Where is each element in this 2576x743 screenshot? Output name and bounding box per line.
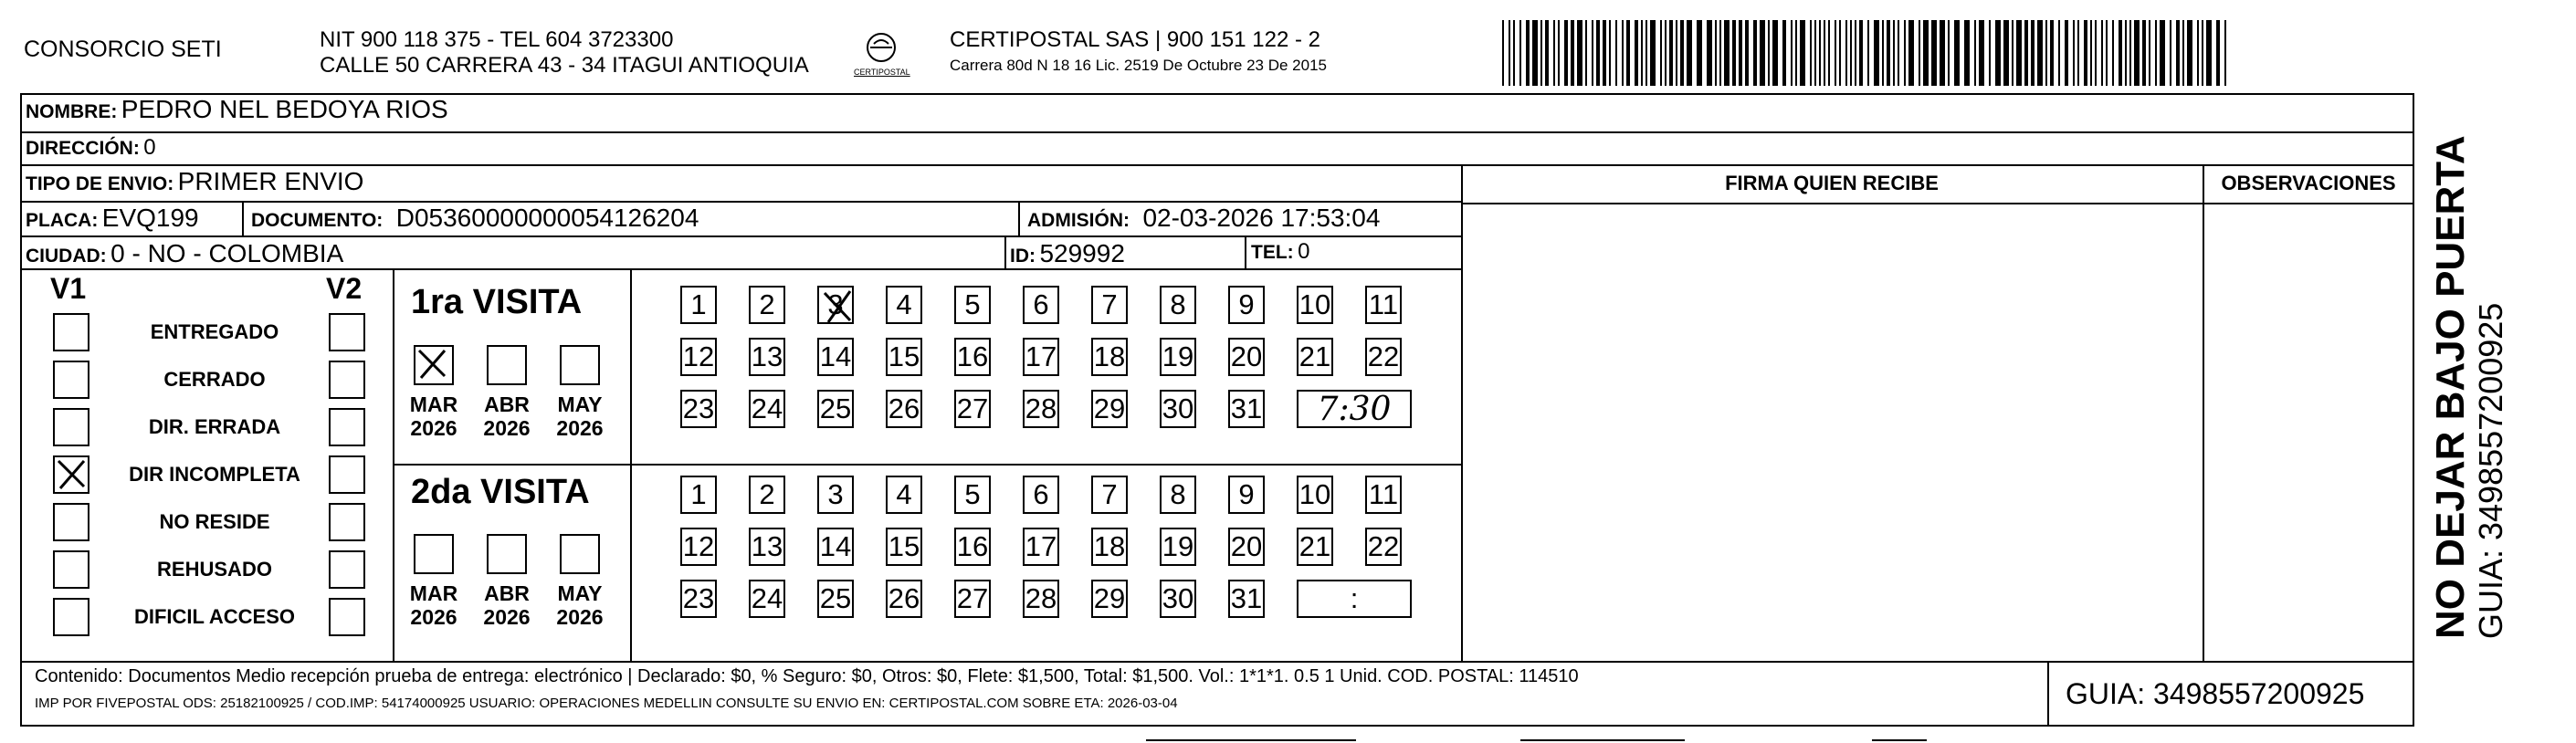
- barcode-bar: [2084, 20, 2087, 86]
- day-box[interactable]: 4: [886, 476, 922, 514]
- time-box[interactable]: 7:30: [1297, 390, 1412, 428]
- second-visit-title: 2da VISITA: [411, 473, 590, 511]
- day-box[interactable]: 23: [680, 580, 717, 618]
- first-visit-title: 1ra VISITA: [411, 283, 583, 321]
- barcode-bar: [1553, 20, 1555, 86]
- admision-value: 02-03-2026 17:53:04: [1142, 204, 1381, 232]
- tel-field: [1251, 239, 1309, 265]
- v1-checkbox[interactable]: [53, 503, 89, 541]
- barcode-bar: [1715, 20, 1717, 86]
- barcode-bar: [2160, 20, 2165, 86]
- barcode-bar: [1874, 20, 1879, 86]
- barcode-bar: [1603, 20, 1606, 86]
- barcode-bar: [1772, 20, 1778, 86]
- barcode-bar: [2050, 20, 2054, 86]
- side-guia: GUIA: 3498557200925: [2472, 302, 2509, 639]
- day-box[interactable]: 29: [1091, 390, 1128, 428]
- tel-value: 0: [1298, 239, 1310, 264]
- nombre-field: [26, 95, 448, 131]
- barcode-bar: [1732, 20, 1736, 86]
- day-box[interactable]: 19: [1160, 528, 1196, 566]
- barcode-bar: [1502, 20, 1504, 86]
- barcode-bar: [2037, 20, 2043, 86]
- day-box[interactable]: 29: [1091, 580, 1128, 618]
- day-box[interactable]: 15: [886, 528, 922, 566]
- tel-label: TEL:: [1251, 242, 1294, 263]
- day-box[interactable]: 10: [1297, 476, 1333, 514]
- tipo-field: [26, 167, 363, 196]
- barcode-bar: [1635, 20, 1638, 86]
- day-box[interactable]: 9: [1228, 476, 1265, 514]
- v1-checkbox[interactable]: [53, 361, 89, 399]
- day-box[interactable]: 2: [749, 476, 785, 514]
- time-box[interactable]: :: [1297, 580, 1412, 618]
- barcode-bar: [1850, 20, 1852, 86]
- barcode-bar: [2101, 20, 2103, 86]
- documento-label: DOCUMENTO:: [251, 210, 384, 231]
- barcode-bar: [1650, 20, 1656, 86]
- barcode-bar: [1571, 20, 1574, 86]
- barcode-bar: [2073, 20, 2075, 86]
- day-box[interactable]: 16: [954, 338, 991, 376]
- day-box[interactable]: 31: [1228, 580, 1265, 618]
- month-checkbox[interactable]: [414, 534, 454, 574]
- v2-header: V2: [326, 272, 363, 305]
- license-line: Carrera 80d N 18 16 Lic. 2519 De Octubre 23 De 2015: [950, 57, 1327, 74]
- barcode-bar: [1795, 20, 1797, 86]
- month-checkbox[interactable]: [414, 345, 454, 385]
- day-box[interactable]: 26: [886, 580, 922, 618]
- day-box[interactable]: 19: [1160, 338, 1196, 376]
- barcode-bar: [1835, 20, 1836, 86]
- month-checkbox[interactable]: [560, 345, 600, 385]
- status-label: ENTREGADO: [150, 320, 279, 343]
- barcode-bar: [1558, 20, 1560, 86]
- barcode-bar: [1724, 20, 1730, 86]
- barcode-bar: [2016, 20, 2022, 86]
- barcode-bar: [2095, 20, 2097, 86]
- barcode-bar: [2149, 20, 2150, 86]
- month-checkbox[interactable]: [560, 534, 600, 574]
- v2-checkbox[interactable]: [329, 598, 365, 636]
- barcode-bar: [2176, 20, 2180, 86]
- day-box[interactable]: 18: [1091, 528, 1128, 566]
- barcode-bar: [1814, 20, 1816, 86]
- barcode-bar: [2187, 20, 2192, 86]
- documento-field: [251, 204, 699, 233]
- day-box[interactable]: 20: [1228, 528, 1265, 566]
- day-box[interactable]: 17: [1023, 338, 1059, 376]
- v2-checkbox[interactable]: [329, 408, 365, 446]
- logo-text: CERTIPOSTAL: [854, 68, 910, 77]
- barcode-bar: [2170, 20, 2171, 86]
- barcode-bar: [1513, 20, 1515, 86]
- status-label: REHUSADO: [157, 558, 272, 581]
- address-line: CALLE 50 CARRERA 43 - 34 ITAGUI ANTIOQUIA: [320, 53, 809, 78]
- barcode-bar: [2077, 20, 2079, 86]
- day-box[interactable]: 4: [886, 286, 922, 324]
- day-box[interactable]: 13: [749, 528, 785, 566]
- day-box[interactable]: 20: [1228, 338, 1265, 376]
- nit-line: NIT 900 118 375 - TEL 604 3723300: [320, 27, 674, 52]
- barcode-bar: [1989, 20, 1991, 86]
- day-box[interactable]: 14: [817, 528, 854, 566]
- day-box[interactable]: 22: [1365, 338, 1402, 376]
- placa-label: PLACA:: [26, 210, 99, 231]
- barcode-bar: [1687, 20, 1692, 86]
- side-warning: NO DEJAR BAJO PUERTA: [2428, 135, 2473, 639]
- v1-checkbox[interactable]: [53, 408, 89, 446]
- day-box[interactable]: 8: [1160, 476, 1196, 514]
- barcode-bar: [1739, 20, 1742, 86]
- barcode-bar: [2182, 20, 2184, 86]
- barcode-bar: [1645, 20, 1647, 86]
- day-box[interactable]: 5: [954, 476, 991, 514]
- day-box[interactable]: 31: [1228, 390, 1265, 428]
- barcode-bar: [1768, 20, 1770, 86]
- barcode-bar: [1819, 20, 1821, 86]
- day-box[interactable]: 18: [1091, 338, 1128, 376]
- barcode-bar: [1760, 20, 1765, 86]
- barcode-bar: [1532, 20, 1538, 86]
- day-box[interactable]: 25: [817, 390, 854, 428]
- month-checkbox[interactable]: [487, 345, 527, 385]
- barcode-bar: [1615, 20, 1617, 86]
- v1-header: V1: [50, 272, 87, 305]
- month-label: ABR 2026: [483, 581, 531, 629]
- barcode-bar: [1577, 20, 1582, 86]
- month-label: MAR 2026: [409, 581, 458, 629]
- barcode-bar: [1898, 20, 1899, 86]
- barcode-bar: [2142, 20, 2146, 86]
- firma-header: FIRMA QUIEN RECIBE: [1725, 172, 1939, 194]
- barcode-bar: [1954, 20, 1960, 86]
- v2-checkbox[interactable]: [329, 503, 365, 541]
- day-box[interactable]: 23: [680, 390, 717, 428]
- barcode: [1502, 20, 2233, 86]
- barcode-bar: [1540, 20, 1542, 86]
- day-box[interactable]: 3: [817, 286, 854, 324]
- barcode-bar: [1810, 20, 1812, 86]
- barcode-bar: [2106, 20, 2108, 86]
- barcode-bar: [2216, 20, 2220, 86]
- barcode-bar: [1974, 20, 1976, 86]
- barcode-bar: [2024, 20, 2028, 86]
- barcode-bar: [1509, 20, 1510, 86]
- documento-value: D05360000000054126204: [395, 204, 699, 232]
- barcode-bar: [2090, 20, 2092, 86]
- barcode-bar: [1697, 20, 1702, 86]
- barcode-bar: [2224, 20, 2226, 86]
- barcode-bar: [1753, 20, 1757, 86]
- status-label: CERRADO: [163, 368, 266, 391]
- barcode-bar: [1940, 20, 1945, 86]
- day-box[interactable]: 21: [1297, 338, 1333, 376]
- contenido-line: Contenido: Documentos Medio recepción prueba de entrega: electrónico | Declarado: $0, % Seguro: $0, Otros: $0, Flete: $1,500, Total: $1,500. Vol.: 1*1*1. 0.5 1 Unid. COD. POSTAL: 114510: [35, 666, 1579, 686]
- barcode-bar: [1660, 20, 1662, 86]
- barcode-bar: [1665, 20, 1667, 86]
- v1-checkbox-checked[interactable]: [53, 455, 89, 494]
- day-box[interactable]: 7: [1091, 476, 1128, 514]
- barcode-bar: [1596, 20, 1600, 86]
- placa-field: [26, 204, 199, 233]
- barcode-bar: [1626, 20, 1630, 86]
- day-box[interactable]: 11: [1365, 286, 1402, 324]
- barcode-bar: [1745, 20, 1749, 86]
- barcode-bar: [1707, 20, 1712, 86]
- v1-checkbox[interactable]: [53, 550, 89, 589]
- barcode-bar: [2031, 20, 2035, 86]
- admision-field: [1027, 204, 1380, 233]
- day-box[interactable]: 7: [1091, 286, 1128, 324]
- barcode-bar: [1791, 20, 1793, 86]
- v2-checkbox[interactable]: [329, 313, 365, 351]
- barcode-bar: [1669, 20, 1673, 86]
- barcode-bar: [1680, 20, 1684, 86]
- barcode-bar: [1564, 20, 1568, 86]
- barcode-bar: [2129, 20, 2131, 86]
- month-label: MAY 2026: [556, 581, 604, 629]
- day-box[interactable]: 30: [1160, 390, 1196, 428]
- barcode-bar: [1931, 20, 1937, 86]
- v1-checkbox[interactable]: [53, 598, 89, 636]
- id-value: 529992: [1039, 239, 1125, 267]
- barcode-bar: [1545, 20, 1549, 86]
- barcode-bar: [2125, 20, 2127, 86]
- day-box[interactable]: 15: [886, 338, 922, 376]
- barcode-bar: [1979, 20, 1984, 86]
- status-label: DIFICIL ACCESO: [133, 605, 295, 628]
- ciudad-field: [26, 239, 343, 268]
- barcode-bar: [1919, 20, 1920, 86]
- status-label: DIR INCOMPLETA: [129, 463, 300, 486]
- day-box[interactable]: 27: [954, 580, 991, 618]
- day-box[interactable]: 3: [817, 476, 854, 514]
- observaciones-header: OBSERVACIONES: [2221, 172, 2396, 194]
- barcode-bar: [1887, 20, 1890, 86]
- day-box[interactable]: 26: [886, 390, 922, 428]
- barcode-bar: [1609, 20, 1611, 86]
- day-box[interactable]: 27: [954, 390, 991, 428]
- day-box[interactable]: 5: [954, 286, 991, 324]
- day-box[interactable]: 28: [1023, 390, 1059, 428]
- barcode-bar: [1839, 20, 1841, 86]
- barcode-bar: [1519, 20, 1521, 86]
- v2-checkbox[interactable]: [329, 361, 365, 399]
- barcode-bar: [1800, 20, 1805, 86]
- barcode-bar: [1585, 20, 1587, 86]
- barcode-bar: [1855, 20, 1856, 86]
- direccion-field: [26, 135, 156, 161]
- day-box[interactable]: 6: [1023, 286, 1059, 324]
- day-box[interactable]: 6: [1023, 476, 1059, 514]
- barcode-bar: [1782, 20, 1786, 86]
- day-box[interactable]: 16: [954, 528, 991, 566]
- day-box[interactable]: 1: [680, 476, 717, 514]
- side-text: [2429, 128, 2509, 639]
- barcode-bar: [1676, 20, 1677, 86]
- month-label: MAR 2026: [409, 392, 458, 440]
- barcode-bar: [1845, 20, 1847, 86]
- footer-guia: GUIA: 3498557200925: [2066, 677, 2365, 710]
- admision-label: ADMISIÓN:: [1027, 210, 1130, 231]
- day-box[interactable]: 24: [749, 390, 785, 428]
- certipostal-line: CERTIPOSTAL SAS | 900 151 122 - 2: [950, 27, 1320, 52]
- barcode-bar: [1622, 20, 1624, 86]
- ciudad-value: 0 - NO - COLOMBIA: [110, 239, 344, 267]
- day-box[interactable]: 14: [817, 338, 854, 376]
- barcode-bar: [1526, 20, 1530, 86]
- day-box[interactable]: 2: [749, 286, 785, 324]
- ciudad-label: CIUDAD:: [26, 246, 107, 267]
- month-label: MAY 2026: [556, 392, 604, 440]
- barcode-bar: [1641, 20, 1643, 86]
- month-label: ABR 2026: [483, 392, 531, 440]
- barcode-bar: [1904, 20, 1906, 86]
- barcode-bar: [2003, 20, 2009, 86]
- day-box[interactable]: 22: [1365, 528, 1402, 566]
- company-name: CONSORCIO SETI: [24, 37, 222, 62]
- barcode-bar: [2134, 20, 2140, 86]
- day-box[interactable]: 8: [1160, 286, 1196, 324]
- day-box[interactable]: 12: [680, 528, 717, 566]
- direccion-value: 0: [143, 135, 156, 160]
- day-box[interactable]: 12: [680, 338, 717, 376]
- barcode-bar: [1867, 20, 1869, 86]
- barcode-bar: [2112, 20, 2114, 86]
- barcode-bar: [1948, 20, 1950, 86]
- barcode-bar: [1995, 20, 2001, 86]
- barcode-bar: [2155, 20, 2157, 86]
- day-box[interactable]: 21: [1297, 528, 1333, 566]
- barcode-bar: [2012, 20, 2013, 86]
- day-box[interactable]: 28: [1023, 580, 1059, 618]
- v2-checkbox[interactable]: [329, 455, 365, 494]
- day-box[interactable]: 9: [1228, 286, 1265, 324]
- barcode-bar: [2058, 20, 2060, 86]
- day-box[interactable]: 1: [680, 286, 717, 324]
- barcode-bar: [2202, 20, 2203, 86]
- nombre-value: PEDRO NEL BEDOYA RIOS: [121, 95, 448, 123]
- v2-checkbox[interactable]: [329, 550, 365, 589]
- tipo-value: PRIMER ENVIO: [177, 167, 364, 195]
- barcode-bar: [1824, 20, 1825, 86]
- barcode-bar: [1828, 20, 1830, 86]
- barcode-bar: [2206, 20, 2212, 86]
- direccion-label: DIRECCIÓN:: [26, 138, 140, 159]
- barcode-bar: [1719, 20, 1721, 86]
- day-box[interactable]: 17: [1023, 528, 1059, 566]
- barcode-bar: [2197, 20, 2199, 86]
- tipo-label: TIPO DE ENVIO:: [26, 173, 174, 194]
- imp-line: IMP POR FIVEPOSTAL ODS: 25182100925 / COD.IMP: 54174000925 USUARIO: OPERACIONES MEDELLIN CONSULTE SU ENVIO EN: CERTIPOSTAL.COM SOBRE ETA: 2026-03-04: [35, 696, 1178, 711]
- certipostal-logo: [854, 27, 909, 82]
- day-box[interactable]: 10: [1297, 286, 1333, 324]
- day-box[interactable]: 24: [749, 580, 785, 618]
- day-box[interactable]: 30: [1160, 580, 1196, 618]
- day-box[interactable]: 13: [749, 338, 785, 376]
- day-box[interactable]: 11: [1365, 476, 1402, 514]
- id-field: [1010, 239, 1125, 268]
- barcode-graphic: [1502, 20, 2233, 86]
- barcode-bar: [1908, 20, 1914, 86]
- barcode-bar: [2065, 20, 2068, 86]
- nombre-label: NOMBRE:: [26, 101, 118, 122]
- barcode-bar: [1964, 20, 1970, 86]
- month-checkbox[interactable]: [487, 534, 527, 574]
- barcode-bar: [1592, 20, 1593, 86]
- barcode-bar: [1882, 20, 1884, 86]
- barcode-bar: [1893, 20, 1895, 86]
- placa-value: EVQ199: [101, 204, 199, 232]
- status-label: DIR. ERRADA: [148, 415, 281, 438]
- v1-checkbox[interactable]: [53, 313, 89, 351]
- barcode-bar: [1859, 20, 1863, 86]
- day-box[interactable]: 25: [817, 580, 854, 618]
- id-label: ID:: [1010, 246, 1036, 267]
- barcode-bar: [2045, 20, 2047, 86]
- status-label: NO RESIDE: [159, 510, 270, 533]
- barcode-bar: [1923, 20, 1929, 86]
- barcode-bar: [2119, 20, 2122, 86]
